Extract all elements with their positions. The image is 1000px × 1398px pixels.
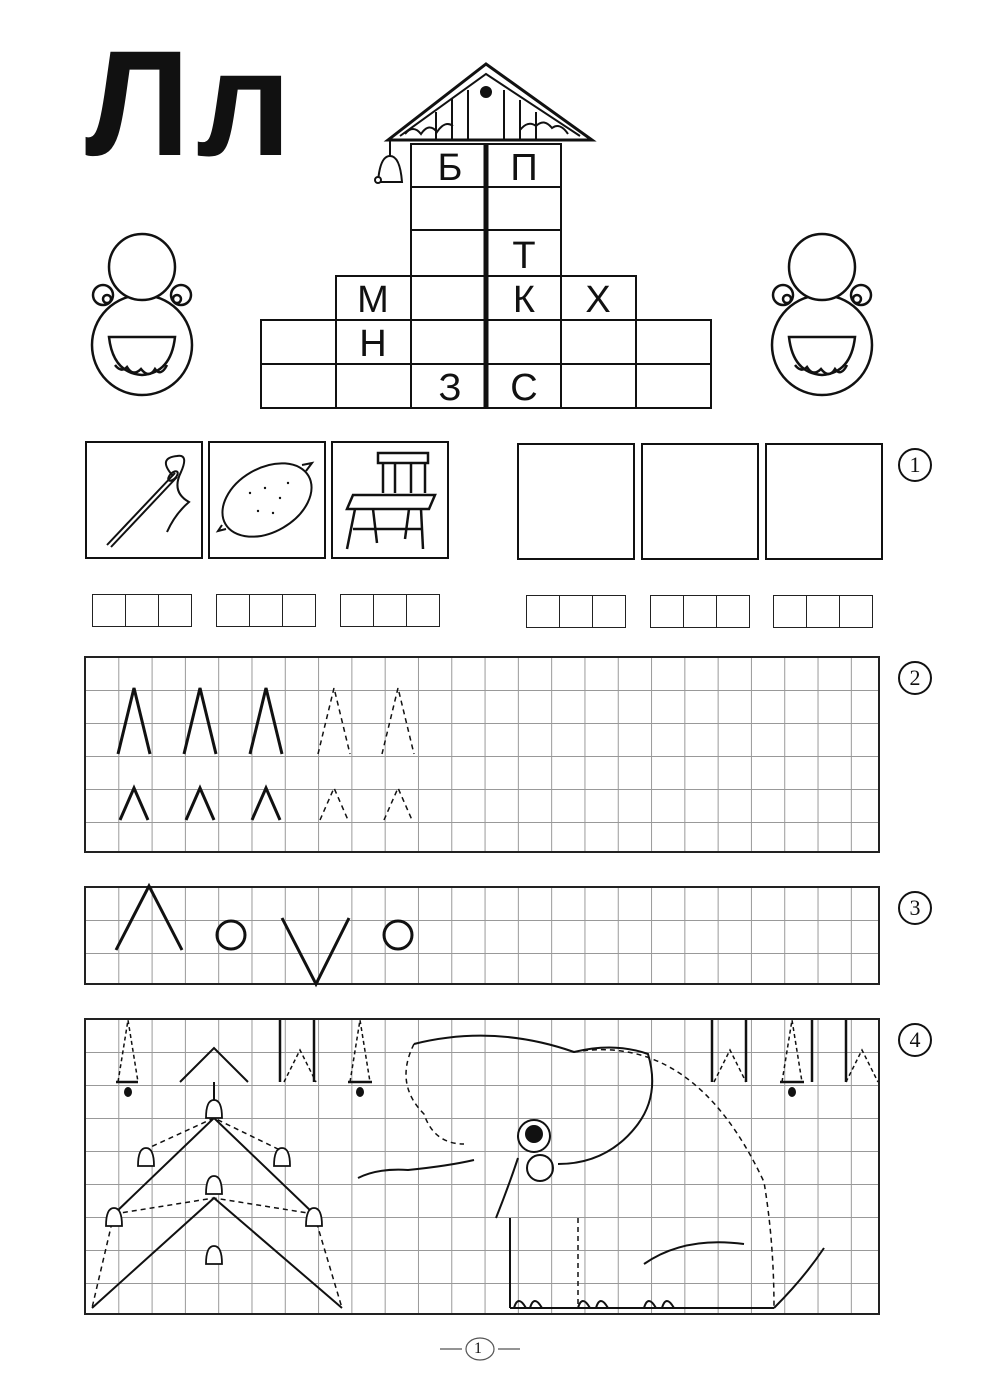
picture-lemon bbox=[208, 441, 326, 559]
page-title: Лл bbox=[85, 19, 298, 187]
doll-right-icon bbox=[765, 225, 885, 415]
lemon-icon bbox=[210, 443, 324, 557]
house-roof-icon bbox=[388, 64, 592, 140]
house-letter: Н bbox=[359, 323, 387, 365]
tree-bell-icon bbox=[106, 1100, 322, 1264]
doll-left-icon bbox=[85, 225, 205, 415]
word-box[interactable] bbox=[92, 594, 192, 627]
word-box[interactable] bbox=[773, 595, 873, 628]
task-number-2: 2 bbox=[898, 661, 932, 695]
needle-icon bbox=[87, 443, 201, 557]
tree-and-elephant-drawing bbox=[84, 1018, 880, 1315]
picture-chair bbox=[331, 441, 449, 559]
house-letter: Х bbox=[585, 279, 611, 321]
chair-icon bbox=[333, 443, 447, 557]
task-number-1: 1 bbox=[898, 448, 932, 482]
house-letter: М bbox=[357, 279, 389, 321]
word-box[interactable] bbox=[526, 595, 626, 628]
house-letter: С bbox=[510, 367, 538, 409]
task-number-4: 4 bbox=[898, 1023, 932, 1057]
pattern-row bbox=[84, 886, 880, 985]
picture-needle bbox=[85, 441, 203, 559]
bell-icon bbox=[124, 1087, 796, 1097]
page-number: 1 bbox=[474, 1340, 482, 1357]
house-letter: К bbox=[512, 279, 536, 321]
letter-l-tracing bbox=[84, 656, 880, 853]
house-letter: П bbox=[510, 147, 538, 189]
answer-box[interactable] bbox=[517, 443, 635, 560]
house-letter: Б bbox=[437, 147, 463, 189]
house-letter: Т bbox=[512, 235, 536, 277]
word-box[interactable] bbox=[340, 594, 440, 627]
task-number-3: 3 bbox=[898, 891, 932, 925]
word-box[interactable] bbox=[216, 594, 316, 627]
answer-box[interactable] bbox=[765, 443, 883, 560]
house-letter: З bbox=[438, 367, 462, 409]
answer-box[interactable] bbox=[641, 443, 759, 560]
bell-icon bbox=[375, 140, 402, 183]
word-box[interactable] bbox=[650, 595, 750, 628]
elephant-icon bbox=[358, 1036, 824, 1308]
